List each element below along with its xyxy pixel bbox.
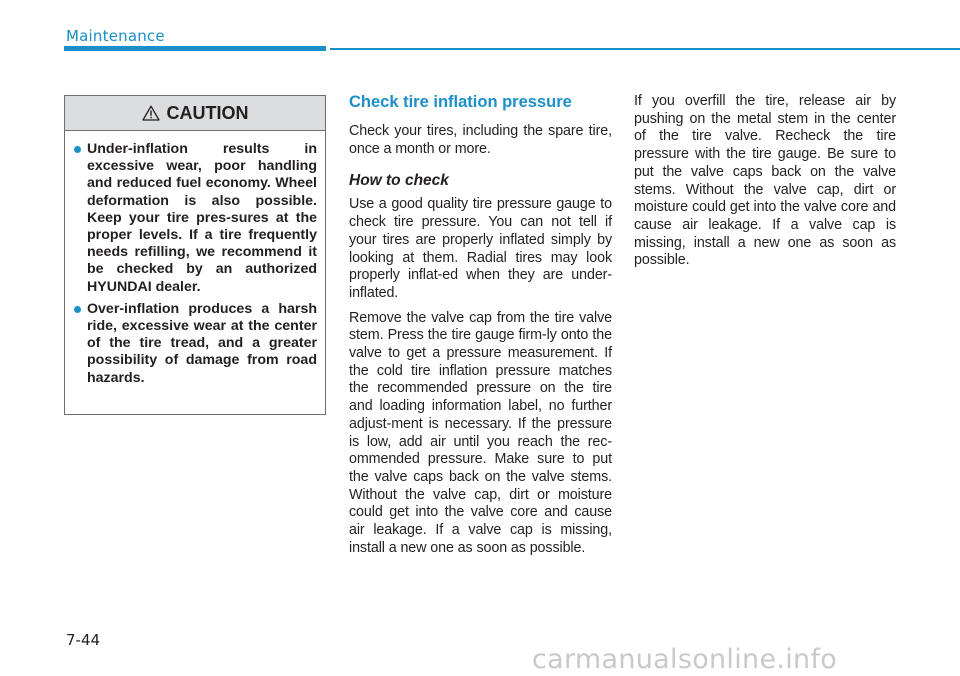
right-column: [634, 93, 896, 277]
section-title: Maintenance: [66, 27, 165, 45]
header-rule-thick: [64, 46, 326, 51]
bullet-icon: [74, 146, 81, 153]
warning-triangle-icon: [142, 105, 160, 121]
caution-box: [64, 95, 326, 415]
section-heading: Check tire inflation pressure: [349, 93, 572, 111]
subheading: How to check: [349, 172, 449, 190]
paragraph-2: Remove the valve cap from the tire valve stem. Press the tire gauge firm-ly onto the valve to get a pressure measurement. If the cold tire inflation pressure matches the recommended pressure on the tire and loading information label, no further adjust-ment is necessary. If the pressure is low, add air until you reach the rec-ommended pressure. Make sure to put the valve caps back on the valve stems. Without the valve cap, dirt or moisture could get into the valve core and cause air leakage. If a valve cap is missing, install a new one as soon as possible.: [349, 309, 612, 556]
paragraph-1: Use a good quality tire pressure gauge to check tire pressure. You can not tell if your tires are properly inflated simply by looking at them. Radial tires may look properly inflat-ed when they are under-inflated.: [349, 196, 612, 301]
paragraph-3: If you overfill the tire, release air by pushing on the metal stem in the center of the tire valve. Recheck the tire pressure with the tire gauge. Be sure to put the valve caps back on the valve stems. Without the valve cap, dirt or moisture could get into the valve core and cause air leakage. If a valve cap is missing, install a new one as soon as possible.: [634, 93, 896, 269]
watermark: carmanualsonline.info: [532, 644, 838, 675]
caution-label: CAUTION: [166, 102, 249, 123]
header-rule-thin: [330, 48, 960, 50]
caution-item: [87, 141, 317, 296]
caution-header: [65, 96, 325, 131]
main-column: [349, 93, 612, 564]
caution-item-text: Under-inflation results in excessive wear, poor handling and reduced fuel economy. Wheel deformation is also possible. Keep your tire pres-sures at the proper levels. If a tire frequently needs refilling, we recommend it be checked by an authorized HYUNDAI dealer.: [87, 141, 317, 295]
caution-item: [87, 301, 317, 387]
caution-list: [65, 131, 325, 387]
intro-paragraph: Check your tires, including the spare tire, once a month or more.: [349, 123, 612, 157]
page-number: 7-44: [66, 631, 101, 649]
bullet-icon: [74, 306, 81, 313]
caution-item-text: Over-inflation produces a harsh ride, excessive wear at the center of the tire tread, and a greater possibility of damage from road hazards.: [87, 300, 317, 386]
